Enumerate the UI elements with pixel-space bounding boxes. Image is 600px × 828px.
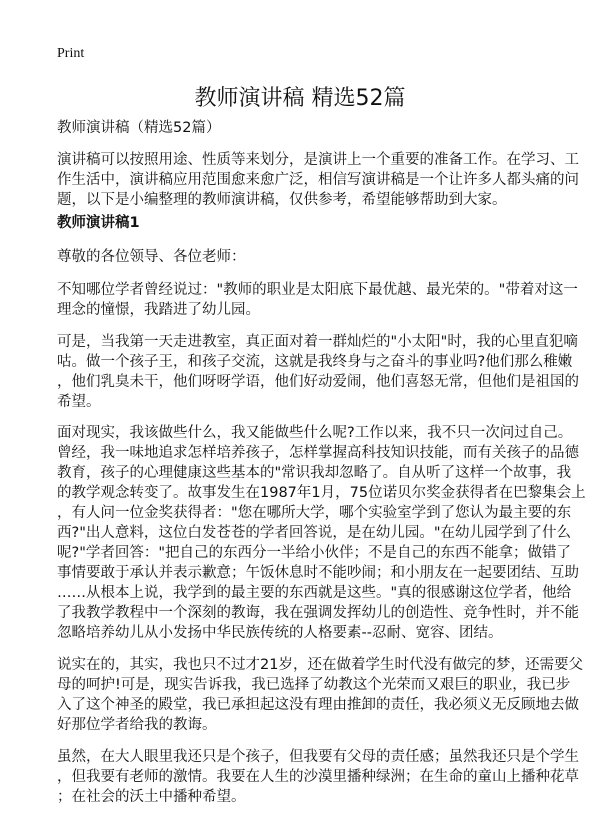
greeting: 尊敬的各位领导、各位老师： <box>57 249 246 265</box>
text-line: ，有人问一位金奖获得者："您在哪所大学，哪个实验室学到了您认为最主要的东 <box>57 505 572 521</box>
intro-paragraph <box>57 150 579 210</box>
text-line: 说实在的，其实，我也只不过才21岁，还在做着学生时代没有做完的梦，还需要父 <box>57 657 583 673</box>
section-heading: 教师演讲稿1 <box>57 215 140 231</box>
text-line: ……从根本上说，我学到的最主要的东西就是这些。"真的很感谢这位学者，他给 <box>57 585 572 601</box>
paragraph <box>57 655 583 735</box>
text-line: 呢?"学者回答："把自己的东西分一半给小伙伴；不是自己的东西不能拿；做错了 <box>57 545 572 561</box>
text-line: 了我教学教程中一个深刻的教诲，我在强调发挥幼儿的创造性、竞争性时，并不能 <box>57 605 579 621</box>
text-line: 不知哪位学者曾经说过："教师的职业是太阳底下最优越、最光荣的。"带着对这一 <box>57 282 578 298</box>
text-line: 虽然，在大人眼里我还只是个孩子，但我要有父母的责任感；虽然我还只是个学生 <box>57 749 579 765</box>
text-line: 曾经，我一味地追求怎样培养孩子，怎样掌握高科技知识技能，而有关孩子的品德 <box>57 445 579 461</box>
text-line: 题，以下是小编整理的教师演讲稿，仅供参考，希望能够帮助到大家。 <box>57 192 507 208</box>
paragraph <box>57 747 579 807</box>
text-line: 母的呵护!可是，现实告诉我，我已选择了幼教这个光荣而又艰巨的职业，我已步 <box>57 677 571 693</box>
page-title: 教师演讲稿 精选52篇 <box>194 86 406 111</box>
subtitle: 教师演讲稿（精选52篇） <box>57 120 221 136</box>
text-line: 事情要敢于承认并表示歉意；午饭休息时不能吵闹；和小朋友在一起要团结、互助 <box>57 565 579 581</box>
paragraph <box>57 423 586 643</box>
text-line: ，但我要有老师的激情。我要在人生的沙漠里播种绿洲；在生命的童山上播种花草 <box>57 769 579 785</box>
text-line: 可是，当我第一天走进教室，真正面对着一群灿烂的"小太阳"时，我的心里直犯嘀 <box>57 334 578 350</box>
paragraph <box>57 280 578 320</box>
text-line: 入了这个神圣的殿堂，我已承担起这没有理由推卸的责任，我必须义无反顾地去做 <box>57 697 579 713</box>
print-link[interactable]: Print <box>57 46 85 61</box>
paragraph <box>57 332 579 412</box>
text-line: 好那位学者给我的教诲。 <box>57 717 217 733</box>
text-line: 的教学观念转变了。故事发生在1987年1月，75位诺贝尔奖金获得者在巴黎集会上 <box>57 485 586 501</box>
text-line: ，他们乳臭未干，他们呀呀学语，他们好动爱闹，他们喜怒无常，但他们是祖国的 <box>57 374 579 390</box>
text-line: 忽略培养幼儿从小发扬中华民族传统的人格要素--忍耐、宽容、团结。 <box>57 625 503 641</box>
text-line: 咕。做一个孩子王，和孩子交流，这就是我终身与之奋斗的事业吗?他们那么稚嫩 <box>57 354 573 370</box>
text-line: 作生活中，演讲稿应用范围愈来愈广泛，相信写演讲稿是一个让许多人都头痛的问 <box>57 172 579 188</box>
text-line: 西?"出人意料，这位白发苍苍的学者回答说，是在幼儿园。"在幼儿园学到了什么 <box>57 525 572 541</box>
text-line: 演讲稿可以按照用途、性质等来划分，是演讲上一个重要的准备工作。在学习、工 <box>57 152 579 168</box>
text-line: ；在社会的沃土中播种希望。 <box>57 789 246 805</box>
text-line: 希望。 <box>57 394 101 410</box>
text-line: 理念的憧憬，我踏进了幼儿园。 <box>57 302 260 318</box>
text-line: 教育，孩子的心理健康这些基本的"常识我却忽略了。自从听了这样一个故事，我 <box>57 465 572 481</box>
text-line: 面对现实，我该做些什么，我又能做些什么呢?工作以来，我不只一次问过自己。 <box>57 425 573 441</box>
